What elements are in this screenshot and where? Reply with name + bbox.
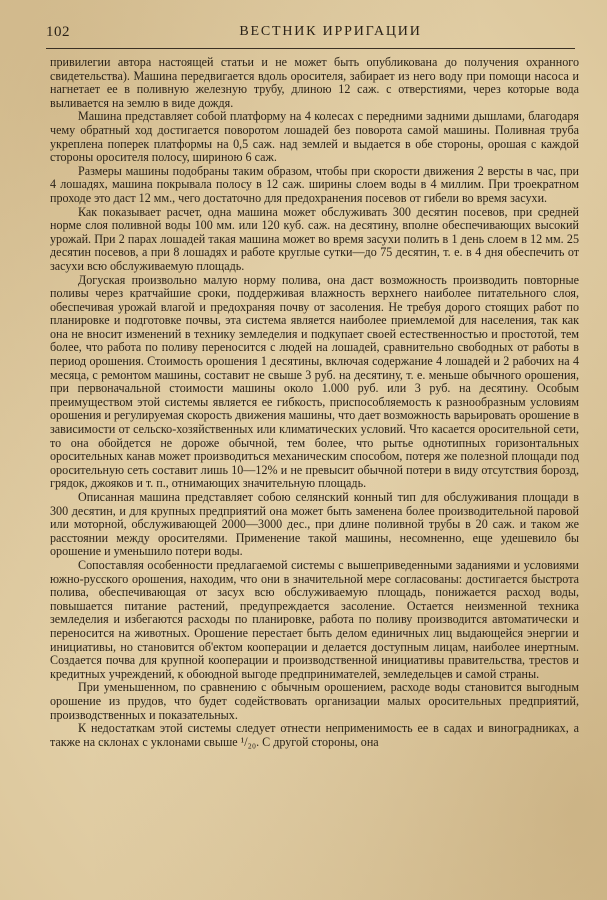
paragraph: привилегии автора настоящей статьи и не может быть опубликована до получения охранного свидетельства). Машина передвигается вдоль оросителя, забирает из него воду при помощи насоса и нагнетает ее в поливную железную трубу, длиною 12 саж. с отверстиями, через которые вода выливается на землю в виде дождя. [50, 55, 579, 110]
journal-title: ВЕСТНИК ИРРИГАЦИИ [239, 24, 422, 39]
article-body [50, 56, 579, 749]
paragraph: Описанная машина представляет собою селянский конный тип для обслуживания площади в 300 десятин, и для крупных предприятий она может быть заменена более производительной паровой или моторной, обслуживающей 2000—3000 дес., при длине поливной трубы в 20 саж. и таком же расстоянии между оросителями. Применение такой машины, несомненно, еще удешевило бы орошение и уменьшило потери воды. [50, 490, 579, 559]
paragraph: Как показывает расчет, одна машина может обслуживать 300 десятин посевов, при средней норме слоя поливной воды 100 мм. или 120 куб. саж. на десятину, вполне обеспечивающих высокий урожай. При 2 парах лошадей такая машина может во время засухи полить в 1 день слоем в 12 мм. 25 десятин посевов, а при 8 лошадях и работе круглые сутки—до 75 десятин, т. е. в 4 дня обеспечить от засухи всю обслуживаемую площадь. [50, 204, 579, 273]
running-head [46, 18, 575, 49]
paragraph: Догуская произвольно малую норму полива, она даст возможность производить повторные поливы через кратчайшие сроки, поддерживая влажность верхнего наиболее питательного слоя, обеспечивая урожай влагой и предохраняя почву от засоления. Не требуя дорого стоящих работ по планировке и подготовке почвы, эта система является наиболее приемлемой для населения, так как она не вносит изменений в технику земледелия и подкупает своей естественностью и простотой, тем более, что работа по поливу переносится с людей на лошадей, сравнительно свободных от работы в период орошения. Стоимость орошения 1 десятины, включая содержание 4 лошадей и 2 рабочих на 4 месяца, с ремонтом машины, составит не свыше 3 руб. на десятину, т. е. меньше обычного орошения, при первоначальной стоимости машины около 1.000 руб. или 3 руб. на десятину. Особым преимуществом этой системы является ее гибкость, приспособляемость к разнообразным условиям орошения и регулируемая скорость движения машины, что дает возможность варьировать орошение в зависимости от сельско-хозяйственных или климатических условий. Что касается оросительной сети, то она обойдется не дороже обычной, тем более, что рытье однотипных горизонтальных оросительных канав может производиться механическим способом, потеря же полезной площади под оросительную сеть составит лишь 10—12% и не превысит обычной потери в виду отсутствия борозд, грядок, джояков и т. п., отнимающих значительную площадь. [50, 272, 579, 491]
paragraph: При уменьшенном, по сравнению с обычным орошением, расходе воды становится выгодным орошение из прудов, что будет содействовать организации малых оросительных предприятий, производственных и показательных. [50, 680, 579, 722]
paragraph: Сопоставляя особенности предлагаемой системы с вышеприведенными заданиями и условиями южно-русского орошения, находим, что они в значительной мере согласованы: достигается быстрота полива, обеспечивающая от засух всю обслуживаемую площадь, понижается расход воды, повышается питание растений, предупреждается засоление. Остается неизменной техника земледелия и избегаются расходы по планировке, работа по поливу производится автоматически и переносится на животных. Орошение перестает быть делом единичных лиц выдающейся энергии и инициативы, но становится об'ектом кооперации и делается доступным лицам, наиболее инертным. Создается почва для крупной кооперации и производственной инициативы правительства, трестов и кредитных учреждений, к обоюдной выгоде предпринимателей, земледельцев и самой страны. [50, 557, 579, 681]
page-number: 102 [46, 24, 70, 40]
paragraph: К недостаткам этой системы следует отнести неприменимость ее в садах и виноградниках, а также на склонах с уклонами свыше ¹/₂₀. С другой стороны, она [50, 721, 579, 749]
paragraph: Размеры машины подобраны таким образом, чтобы при скорости движения 2 версты в час, при 4 лошадях, машина покрывала полосу в 12 саж. ширины слоем воды в 4 миллим. При троекратном проходе это даст 12 мм., чего достаточно для предохранения посевов от гибели во время засухи. [50, 163, 579, 205]
paragraph: Машина представляет собой платформу на 4 колесах с передними задними дышлами, благодаря чему обратный ход достигается поворотом лошадей без поворота самой машины. Поливная труба укреплена поперек платформы на 0,5 саж. над землей и выдается в обе стороны, орошая с каждой стороны оросителя полосу, шириною 6 саж. [50, 109, 579, 165]
